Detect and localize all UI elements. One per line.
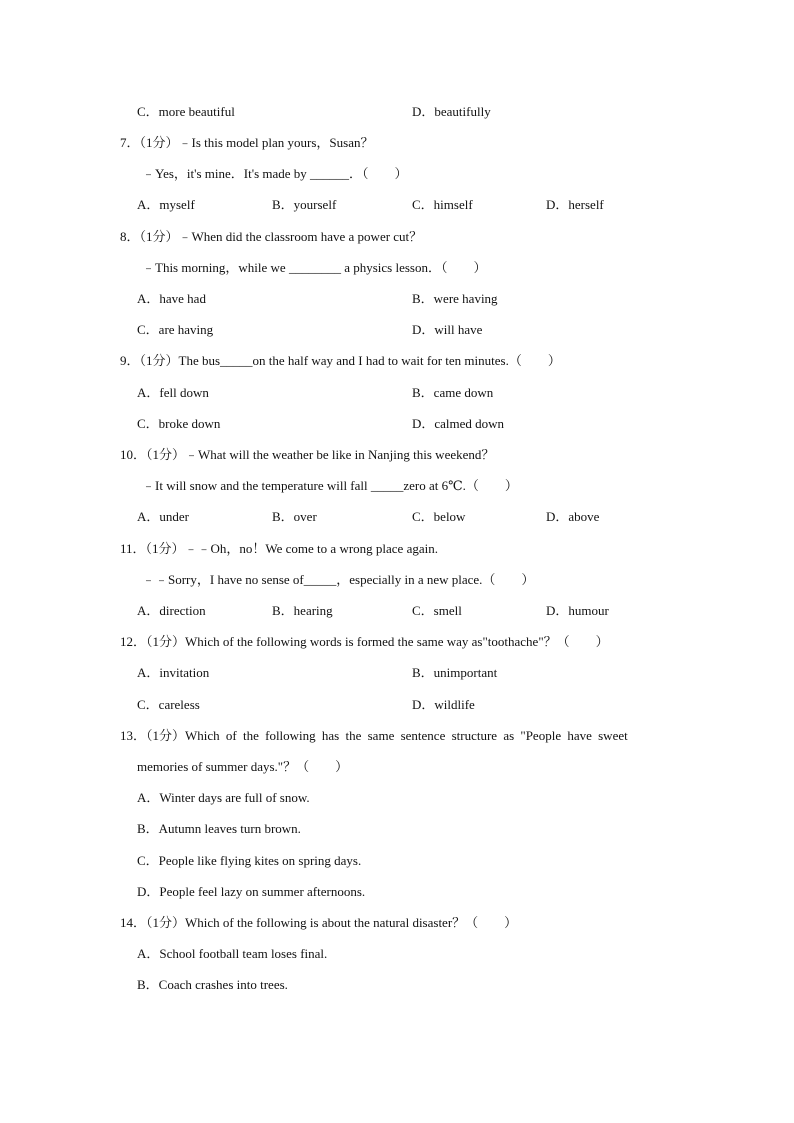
q10-option-a: A．under	[137, 509, 189, 524]
q6-option-c: C．more beautiful	[137, 104, 235, 119]
q12-option-a: A．invitation	[137, 665, 210, 680]
q8-stem-reply: ﹣This morning，while we ________ a physics lesson．（ ）	[142, 260, 487, 275]
q12-stem: 12．（1分）Which of the following words is formed the same way as"toothache"？（ ）	[120, 634, 609, 649]
q11-option-d: D．humour	[546, 603, 609, 618]
q13-stem-continued: memories of summer days."？（ ）	[137, 759, 349, 774]
q13-stem: 13．（1分）Which of the following has the same sentence structure as "People have sweet	[120, 728, 628, 743]
q7-option-a: A．myself	[137, 197, 195, 212]
q7-option-d: D．herself	[546, 197, 604, 212]
q8-option-a: A．have had	[137, 291, 206, 306]
q9-option-a: A．fell down	[137, 385, 209, 400]
q11-option-b: B．hearing	[272, 603, 333, 618]
q14-stem: 14．（1分）Which of the following is about the natural disaster？（ ）	[120, 915, 518, 930]
q7-stem-reply: ﹣Yes，it's mine．It's made by ______．（ ）	[142, 166, 408, 181]
q10-stem: 10．（1分）﹣What will the weather be like in Nanjing this weekend？	[120, 447, 495, 462]
q6-option-d: D．beautifully	[412, 104, 491, 119]
q10-option-d: D．above	[546, 509, 600, 524]
q10-option-c: C．below	[412, 509, 466, 524]
q10-stem-reply: ﹣It will snow and the temperature will fall _____zero at 6℃.（ ）	[142, 478, 518, 493]
q11-stem: 11．（1分）﹣﹣Oh，no！We come to a wrong place again.	[120, 541, 438, 556]
q12-option-d: D．wildlife	[412, 697, 475, 712]
q7-option-b: B．yourself	[272, 197, 337, 212]
q14-option-b: B．Coach crashes into trees.	[137, 977, 288, 992]
q9-option-c: C．broke down	[137, 416, 221, 431]
q9-stem: 9．（1分）The bus_____on the half way and I had to wait for ten minutes.（ ）	[120, 353, 561, 368]
q8-option-c: C．are having	[137, 322, 214, 337]
q7-stem: 7．（1分）﹣Is this model plan yours，Susan？	[120, 135, 374, 150]
q12-option-c: C．careless	[137, 697, 200, 712]
q10-option-b: B．over	[272, 509, 317, 524]
q8-option-b: B．were having	[412, 291, 498, 306]
q11-option-a: A．direction	[137, 603, 206, 618]
q8-stem: 8．（1分）﹣When did the classroom have a power cut？	[120, 229, 423, 244]
q12-option-b: B．unimportant	[412, 665, 498, 680]
q9-option-b: B．came down	[412, 385, 494, 400]
q9-option-d: D．calmed down	[412, 416, 505, 431]
q7-option-c: C．himself	[412, 197, 473, 212]
q13-option-c: C．People like flying kites on spring days.	[137, 853, 362, 868]
q13-option-b: B．Autumn leaves turn brown.	[137, 821, 301, 836]
q13-option-a: A．Winter days are full of snow.	[137, 790, 310, 805]
q8-option-d: D．will have	[412, 322, 483, 337]
q14-option-a: A．School football team loses final.	[137, 946, 328, 961]
q11-option-c: C．smell	[412, 603, 462, 618]
q11-stem-reply: ﹣﹣Sorry，I have no sense of_____，especially in a new place.（ ）	[142, 572, 535, 587]
q13-option-d: D．People feel lazy on summer afternoons.	[137, 884, 366, 899]
